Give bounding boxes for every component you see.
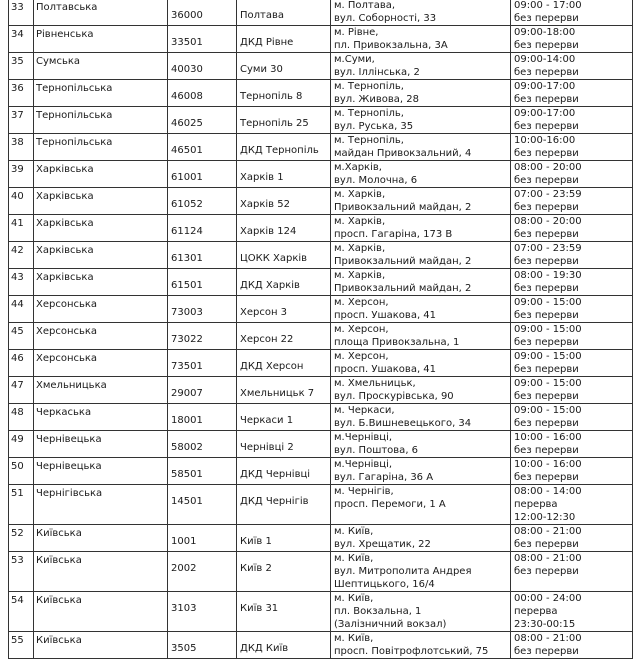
region-cell: Хмельницька — [34, 377, 168, 404]
hours-line: без перерви — [514, 40, 579, 51]
office-name-cell: ЦОКК Харків — [237, 242, 331, 269]
hours-line: без перерви — [514, 256, 579, 267]
address-line: м. Київ, — [334, 526, 374, 537]
office-name-cell: Хмельницьк 7 — [237, 377, 331, 404]
address-cell — [331, 161, 511, 188]
address-line: м. Харків, — [334, 189, 386, 200]
address-cell — [331, 269, 511, 296]
address-line: м. Тернопіль, — [334, 108, 404, 119]
address-line: м. Київ, — [334, 553, 374, 564]
hours-line: 08:00 - 21:00 — [514, 526, 582, 537]
row-number-cell: 47 — [9, 377, 34, 404]
postal-code-cell: 73501 — [168, 350, 237, 377]
working-hours-cell — [511, 525, 633, 552]
row-number-cell: 50 — [9, 458, 34, 485]
address-line: вул. Хрещатик, 22 — [334, 539, 431, 550]
hours-line: перерва — [514, 606, 558, 617]
row-number-cell: 49 — [9, 431, 34, 458]
region-cell: Київська — [34, 592, 168, 632]
office-name-cell: Черкаси 1 — [237, 404, 331, 431]
hours-line: без перерви — [514, 94, 579, 105]
region-cell: Рівненська — [34, 26, 168, 53]
office-name-cell: Тернопіль 25 — [237, 107, 331, 134]
hours-line: без перерви — [514, 418, 579, 429]
postal-code-cell: 73022 — [168, 323, 237, 350]
hours-line: 10:00-16:00 — [514, 135, 576, 146]
region-cell: Харківська — [34, 161, 168, 188]
hours-line: без перерви — [514, 472, 579, 483]
address-line: Привокзальний майдан, 2 — [334, 283, 472, 294]
working-hours-cell — [511, 485, 633, 525]
office-name-cell: Суми 30 — [237, 53, 331, 80]
address-line: м. Тернопіль, — [334, 81, 404, 92]
hours-line: 08:00 - 14:00 — [514, 486, 582, 497]
hours-line: без перерви — [514, 121, 579, 132]
office-name-cell: Харків 124 — [237, 215, 331, 242]
office-name-cell: Чернівці 2 — [237, 431, 331, 458]
address-cell — [331, 323, 511, 350]
address-cell — [331, 592, 511, 632]
address-line: м.Харків, — [334, 162, 382, 173]
table-row — [9, 296, 633, 323]
hours-line: 10:00 - 16:00 — [514, 432, 582, 443]
table-row — [9, 458, 633, 485]
row-number-cell: 35 — [9, 53, 34, 80]
address-line: майдан Привокзальний, 4 — [334, 148, 472, 159]
postal-code-cell: 3505 — [168, 632, 237, 659]
address-line: Шептицького, 16/4 — [334, 579, 435, 590]
working-hours-cell — [511, 53, 633, 80]
address-line: м. Полтава, — [334, 0, 396, 11]
hours-line: 08:00 - 19:30 — [514, 270, 582, 281]
postal-code-cell: 36000 — [168, 0, 237, 26]
address-cell — [331, 188, 511, 215]
address-line: вул. Гагаріна, 36 А — [334, 472, 434, 483]
hours-line: без перерви — [514, 175, 579, 186]
postal-code-cell: 3103 — [168, 592, 237, 632]
hours-line: 07:00 - 23:59 — [514, 243, 582, 254]
hours-line: 09:00 - 15:00 — [514, 351, 582, 362]
region-cell: Харківська — [34, 215, 168, 242]
row-number-cell: 40 — [9, 188, 34, 215]
hours-line: перерва — [514, 499, 558, 510]
working-hours-cell — [511, 296, 633, 323]
row-number-cell: 39 — [9, 161, 34, 188]
working-hours-cell — [511, 632, 633, 659]
table-row — [9, 161, 633, 188]
region-cell: Черкаська — [34, 404, 168, 431]
region-cell: Херсонська — [34, 296, 168, 323]
hours-line: без перерви — [514, 202, 579, 213]
address-line: вул. Поштова, 6 — [334, 445, 419, 456]
address-cell — [331, 26, 511, 53]
table-row — [9, 431, 633, 458]
working-hours-cell — [511, 188, 633, 215]
working-hours-cell — [511, 269, 633, 296]
hours-line: без перерви — [514, 445, 579, 456]
address-line: вул. Іллінська, 2 — [334, 67, 420, 78]
working-hours-cell — [511, 215, 633, 242]
address-line: м.Чернівці, — [334, 459, 393, 470]
working-hours-cell — [511, 0, 633, 26]
hours-line: без перерви — [514, 364, 579, 375]
row-number-cell: 52 — [9, 525, 34, 552]
office-name-cell: ДКД Чернівці — [237, 458, 331, 485]
postal-code-cell: 18001 — [168, 404, 237, 431]
address-cell — [331, 53, 511, 80]
office-name-cell: Київ 31 — [237, 592, 331, 632]
hours-line: 08:00 - 21:00 — [514, 633, 582, 644]
address-line: пл. Вокзальна, 1 — [334, 606, 422, 617]
address-line: м. Херсон, — [334, 324, 389, 335]
row-number-cell: 46 — [9, 350, 34, 377]
region-cell: Чернігівська — [34, 485, 168, 525]
postal-code-cell: 40030 — [168, 53, 237, 80]
working-hours-cell — [511, 404, 633, 431]
hours-line: без перерви — [514, 646, 579, 657]
working-hours-cell — [511, 552, 633, 592]
table-row — [9, 323, 633, 350]
address-line: просп. Ушакова, 41 — [334, 310, 437, 321]
address-cell — [331, 377, 511, 404]
postal-code-cell: 2002 — [168, 552, 237, 592]
region-cell: Херсонська — [34, 323, 168, 350]
address-cell — [331, 80, 511, 107]
table-row — [9, 242, 633, 269]
row-number-cell: 43 — [9, 269, 34, 296]
row-number-cell: 54 — [9, 592, 34, 632]
address-line: м. Чернігів, — [334, 486, 394, 497]
working-hours-cell — [511, 431, 633, 458]
region-cell: Київська — [34, 552, 168, 592]
address-line: просп. Повітрофлотський, 75 — [334, 646, 489, 657]
working-hours-cell — [511, 458, 633, 485]
office-name-cell: Харків 1 — [237, 161, 331, 188]
row-number-cell: 38 — [9, 134, 34, 161]
postal-code-cell: 46008 — [168, 80, 237, 107]
hours-line: 08:00 - 21:00 — [514, 553, 582, 564]
address-line: м. Харків, — [334, 270, 386, 281]
hours-line: 10:00 - 16:00 — [514, 459, 582, 470]
hours-line: без перерви — [514, 283, 579, 294]
hours-line: 09:00-17:00 — [514, 81, 576, 92]
hours-line: без перерви — [514, 13, 579, 24]
address-line: м. Рівне, — [334, 27, 379, 38]
address-line: м. Херсон, — [334, 351, 389, 362]
address-line: м. Херсон, — [334, 297, 389, 308]
table-row — [9, 350, 633, 377]
row-number-cell: 51 — [9, 485, 34, 525]
working-hours-cell — [511, 592, 633, 632]
postal-code-cell: 61301 — [168, 242, 237, 269]
region-cell: Харківська — [34, 242, 168, 269]
address-line: просп. Гагаріна, 173 В — [334, 229, 453, 240]
working-hours-cell — [511, 161, 633, 188]
row-number-cell: 36 — [9, 80, 34, 107]
office-name-cell: Київ 2 — [237, 552, 331, 592]
office-name-cell: ДКД Тернопіль — [237, 134, 331, 161]
office-name-cell: Херсон 22 — [237, 323, 331, 350]
region-cell: Тернопільська — [34, 134, 168, 161]
office-name-cell: Херсон 3 — [237, 296, 331, 323]
hours-line: 12:00-12:30 — [514, 512, 576, 523]
region-cell: Чернівецька — [34, 458, 168, 485]
row-number-cell: 34 — [9, 26, 34, 53]
address-line: м. Харків, — [334, 216, 386, 227]
office-name-cell: Тернопіль 8 — [237, 80, 331, 107]
hours-line: без перерви — [514, 539, 579, 550]
table-row — [9, 485, 633, 525]
address-cell — [331, 350, 511, 377]
hours-line: 00:00 - 24:00 — [514, 593, 582, 604]
office-name-cell: Київ 1 — [237, 525, 331, 552]
office-name-cell: Полтава — [237, 0, 331, 26]
region-cell: Тернопільська — [34, 80, 168, 107]
address-line: м.Чернівці, — [334, 432, 393, 443]
address-line: просп. Ушакова, 41 — [334, 364, 437, 375]
working-hours-cell — [511, 134, 633, 161]
hours-line: без перерви — [514, 148, 579, 159]
row-number-cell: 41 — [9, 215, 34, 242]
address-line: м.Суми, — [334, 54, 375, 65]
address-line: вул. Б.Вишневецького, 34 — [334, 418, 472, 429]
table-row — [9, 592, 633, 632]
region-cell: Сумська — [34, 53, 168, 80]
address-line: (Залізничний вокзал) — [334, 619, 447, 630]
address-cell — [331, 215, 511, 242]
hours-line: 09:00-14:00 — [514, 54, 576, 65]
region-cell: Херсонська — [34, 350, 168, 377]
postal-code-cell: 14501 — [168, 485, 237, 525]
office-name-cell: ДКД Київ — [237, 632, 331, 659]
address-line: вул. Живова, 28 — [334, 94, 419, 105]
row-number-cell: 45 — [9, 323, 34, 350]
row-number-cell: 42 — [9, 242, 34, 269]
office-name-cell: ДКД Чернігів — [237, 485, 331, 525]
hours-line: без перерви — [514, 67, 579, 78]
region-cell: Київська — [34, 525, 168, 552]
table-row — [9, 188, 633, 215]
table-row — [9, 632, 633, 659]
hours-line: без перерви — [514, 229, 579, 240]
table-row — [9, 404, 633, 431]
address-line: просп. Перемоги, 1 А — [334, 499, 446, 510]
working-hours-cell — [511, 26, 633, 53]
address-line: м. Харків, — [334, 243, 386, 254]
region-cell: Чернівецька — [34, 431, 168, 458]
address-cell — [331, 525, 511, 552]
table-row — [9, 0, 633, 26]
postal-code-cell: 61001 — [168, 161, 237, 188]
postal-code-cell: 33501 — [168, 26, 237, 53]
postal-code-cell: 61052 — [168, 188, 237, 215]
offices-table-container — [8, 0, 632, 659]
table-body — [9, 0, 633, 659]
address-line: м. Київ, — [334, 593, 374, 604]
hours-line: без перерви — [514, 391, 579, 402]
office-name-cell: ДКД Рівне — [237, 26, 331, 53]
address-cell — [331, 296, 511, 323]
table-row — [9, 26, 633, 53]
region-cell: Київська — [34, 632, 168, 659]
address-cell — [331, 485, 511, 525]
postal-code-cell: 58002 — [168, 431, 237, 458]
region-cell: Полтавська — [34, 0, 168, 26]
table-row — [9, 53, 633, 80]
region-cell: Тернопільська — [34, 107, 168, 134]
hours-line: 09:00 - 15:00 — [514, 378, 582, 389]
row-number-cell: 37 — [9, 107, 34, 134]
row-number-cell: 33 — [9, 0, 34, 26]
address-cell — [331, 134, 511, 161]
postal-code-cell: 1001 — [168, 525, 237, 552]
table-row — [9, 377, 633, 404]
address-line: пл. Привокзальна, 3А — [334, 40, 448, 51]
hours-line: 07:00 - 23:59 — [514, 189, 582, 200]
address-line: м. Черкаси, — [334, 405, 395, 416]
working-hours-cell — [511, 350, 633, 377]
hours-line: 09:00 - 17:00 — [514, 0, 582, 11]
row-number-cell: 53 — [9, 552, 34, 592]
address-cell — [331, 0, 511, 26]
table-row — [9, 269, 633, 296]
address-line: Привокзальний майдан, 2 — [334, 256, 472, 267]
working-hours-cell — [511, 242, 633, 269]
address-line: м. Київ, — [334, 633, 374, 644]
address-line: Привокзальний майдан, 2 — [334, 202, 472, 213]
post-offices-table — [8, 0, 633, 659]
postal-code-cell: 61124 — [168, 215, 237, 242]
address-line: вул. Молочна, 6 — [334, 175, 418, 186]
hours-line: без перерви — [514, 310, 579, 321]
postal-code-cell: 46025 — [168, 107, 237, 134]
address-cell — [331, 242, 511, 269]
hours-line: 08:00 - 20:00 — [514, 162, 582, 173]
address-line: м. Тернопіль, — [334, 135, 404, 146]
postal-code-cell: 29007 — [168, 377, 237, 404]
address-cell — [331, 431, 511, 458]
region-cell: Харківська — [34, 269, 168, 296]
address-cell — [331, 552, 511, 592]
row-number-cell: 55 — [9, 632, 34, 659]
table-row — [9, 80, 633, 107]
postal-code-cell: 58501 — [168, 458, 237, 485]
office-name-cell: ДКД Херсон — [237, 350, 331, 377]
postal-code-cell: 61501 — [168, 269, 237, 296]
address-line: вул. Проскурівська, 90 — [334, 391, 454, 402]
office-name-cell: ДКД Харків — [237, 269, 331, 296]
hours-line: 09:00-17:00 — [514, 108, 576, 119]
table-row — [9, 134, 633, 161]
hours-line: 09:00 - 15:00 — [514, 324, 582, 335]
working-hours-cell — [511, 377, 633, 404]
table-row — [9, 525, 633, 552]
working-hours-cell — [511, 80, 633, 107]
address-cell — [331, 107, 511, 134]
address-line: вул. Руська, 35 — [334, 121, 414, 132]
table-row — [9, 107, 633, 134]
postal-code-cell: 46501 — [168, 134, 237, 161]
hours-line: без перерви — [514, 337, 579, 348]
hours-line: 23:30-00:15 — [514, 619, 576, 630]
working-hours-cell — [511, 107, 633, 134]
table-row — [9, 552, 633, 592]
address-line: площа Привокзальна, 1 — [334, 337, 460, 348]
table-row — [9, 215, 633, 242]
address-cell — [331, 632, 511, 659]
hours-line: 09:00-18:00 — [514, 27, 576, 38]
hours-line: 08:00 - 20:00 — [514, 216, 582, 227]
region-cell: Харківська — [34, 188, 168, 215]
address-line: вул. Митрополита Андрея — [334, 566, 472, 577]
row-number-cell: 44 — [9, 296, 34, 323]
address-cell — [331, 404, 511, 431]
address-line: вул. Соборності, 33 — [334, 13, 437, 24]
row-number-cell: 48 — [9, 404, 34, 431]
working-hours-cell — [511, 323, 633, 350]
postal-code-cell: 73003 — [168, 296, 237, 323]
office-name-cell: Харків 52 — [237, 188, 331, 215]
hours-line: 09:00 - 15:00 — [514, 297, 582, 308]
address-cell — [331, 458, 511, 485]
hours-line: 09:00 - 15:00 — [514, 405, 582, 416]
address-line: м. Хмельницьк, — [334, 378, 416, 389]
hours-line: без перерви — [514, 566, 579, 577]
